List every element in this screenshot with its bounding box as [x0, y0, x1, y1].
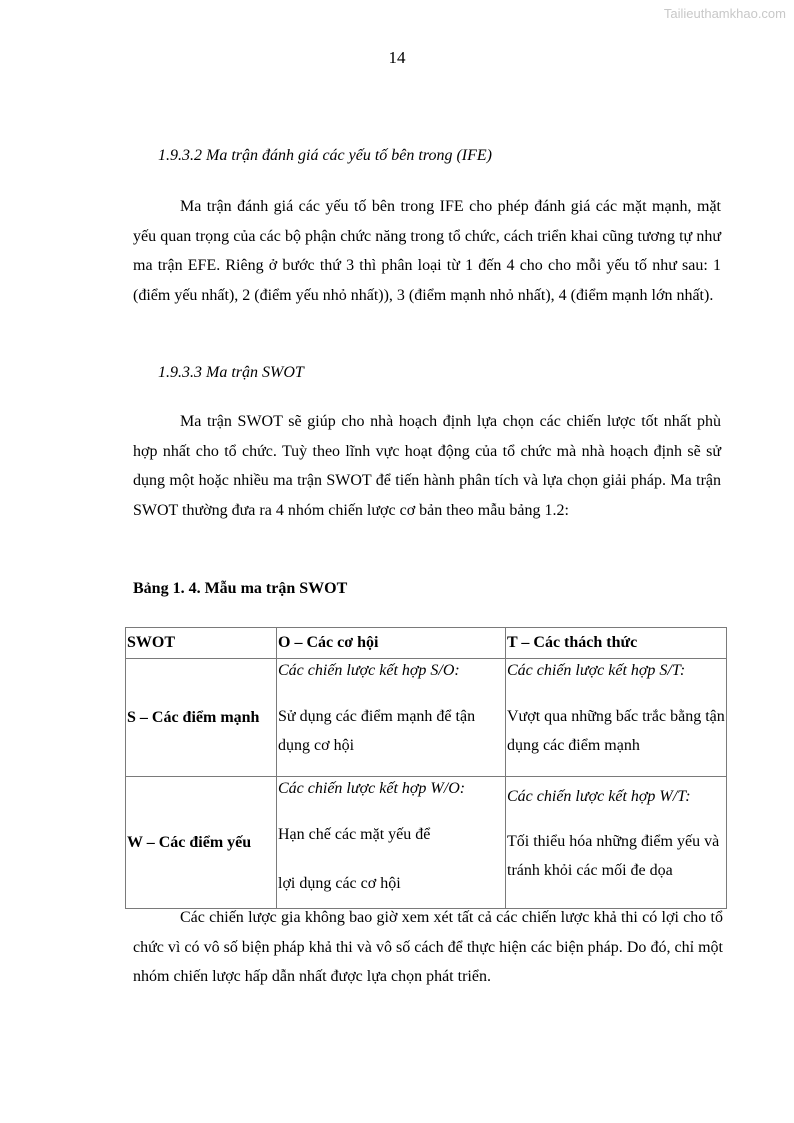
header-opportunities: O – Các cơ hội — [277, 628, 506, 659]
cell-st-text: Vượt qua những bấc trắc bằng tận dụng các điểm mạnh — [507, 708, 725, 754]
table-caption: Bảng 1. 4. Mẫu ma trận SWOT — [133, 580, 348, 597]
cell-wt-text: Tối thiểu hóa những điểm yếu và tránh khỏi các mối đe dọa — [507, 833, 720, 879]
cell-so-text: Sử dụng các điểm mạnh để tận dụng cơ hội — [278, 708, 476, 754]
paragraph-closing: Các chiến lược gia không bao giờ xem xét tất cả các chiến lược khả thi có lợi cho tổ chức vì có vô số biện pháp khả thi và vô số cách để thực hiện các biện pháp. Do đó, chỉ một nhóm chiến lược hấp dẫn nhất được lựa chọn phát triển. — [133, 909, 723, 986]
cell-st-title: Các chiến lược kết hợp S/T: — [507, 662, 686, 679]
cell-so — [277, 659, 506, 777]
cell-wo-title: Các chiến lược kết hợp W/O: — [278, 780, 466, 797]
cell-wo — [277, 777, 506, 909]
section-heading-ife: 1.9.3.2 Ma trận đánh giá các yếu tố bên trong (IFE) — [158, 147, 493, 164]
row-label-weaknesses: W – Các điểm yếu — [126, 777, 277, 909]
section-heading-swot: 1.9.3.3 Ma trận SWOT — [158, 364, 304, 381]
cell-wt — [506, 777, 727, 909]
table-row-strengths — [126, 659, 727, 777]
paragraph-ife: Ma trận đánh giá các yếu tố bên trong IFE cho phép đánh giá các mặt mạnh, mặt yếu quan trọng của các bộ phận chức năng trong tổ chức, cách triển khai cũng tương tự như ma trận EFE. Riêng ở bước thứ 3 thì phân loại từ 1 đến 4 cho cho mỗi yếu tố như sau: 1 (điểm yếu nhất), 2 (điểm yếu nhỏ nhất)), 3 (điểm mạnh nhỏ nhất), 4 (điểm mạnh lớn nhất). — [133, 198, 721, 304]
header-threats: T – Các thách thức — [506, 628, 727, 659]
cell-wo-text-1: Hạn chế các mặt yếu để — [278, 826, 431, 843]
page-number: 14 — [388, 48, 406, 67]
watermark: Tailieuthamkhao.com — [663, 6, 786, 21]
header-swot: SWOT — [126, 628, 277, 659]
cell-st — [506, 659, 727, 777]
cell-wt-title: Các chiến lược kết hợp W/T: — [507, 788, 691, 805]
row-label-strengths: S – Các điểm mạnh — [126, 659, 277, 777]
table-row-weaknesses — [126, 777, 727, 909]
table-header-row — [126, 628, 727, 659]
swot-table — [125, 627, 727, 909]
cell-wo-text-2: lợi dụng các cơ hội — [278, 875, 401, 892]
cell-so-title: Các chiến lược kết hợp S/O: — [278, 662, 460, 679]
paragraph-swot: Ma trận SWOT sẽ giúp cho nhà hoạch định lựa chọn các chiến lược tốt nhất phù hợp nhất cho tổ chức. Tuỳ theo lĩnh vực hoạt động của tổ chức mà nhà hoạch định sẽ sử dụng một hoặc nhiều ma trận SWOT để tiến hành phân tích và lựa chọn giải pháp. Ma trận SWOT thường đưa ra 4 nhóm chiến lược cơ bản theo mẫu bảng 1.2: — [133, 413, 721, 519]
